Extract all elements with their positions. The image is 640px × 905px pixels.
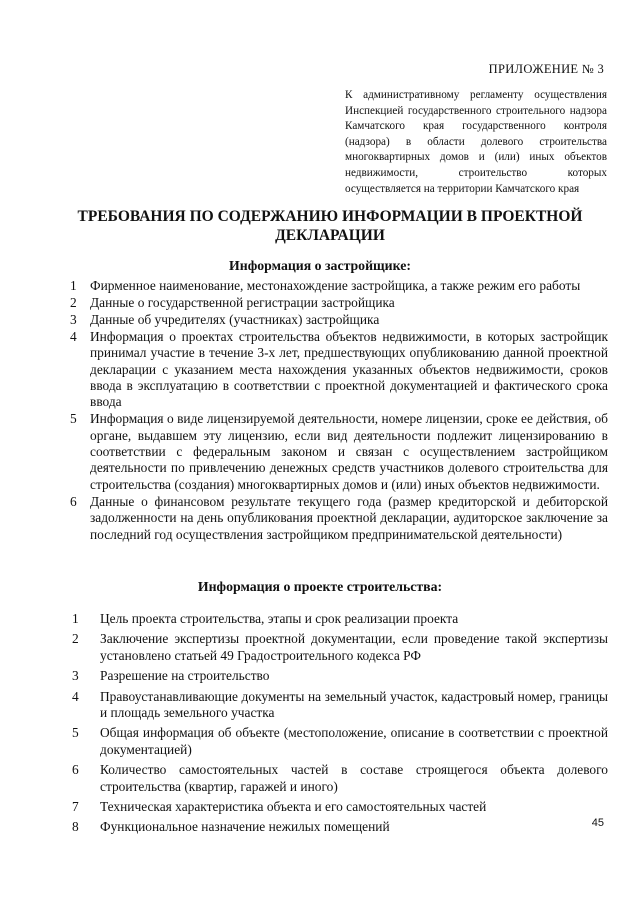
project-requirements-list [70,611,608,840]
item-number: 1 [70,278,77,293]
list-item [70,799,608,815]
item-text: Функциональное назначение нежилых помещений [100,819,390,835]
item-text: Общая информация об объекте (местоположение, описание в соответствии с проектной документацией) [100,725,608,757]
item-number: 3 [72,668,79,684]
list-item [70,668,608,684]
item-text: Данные о государственной регистрации застройщика [90,294,395,310]
item-number: 7 [72,799,79,815]
item-text: Данные об учредителях (участниках) застройщика [90,311,380,327]
item-number: 5 [72,725,79,741]
developer-section-heading: Информация о застройщике: [229,258,411,273]
list-item [70,725,608,758]
item-number: 8 [72,819,79,835]
item-number: 2 [72,631,79,647]
developer-requirements-list [70,278,608,544]
list-item [70,295,608,311]
item-text: Правоустанавливающие документы на земельный участок, кадастровый номер, границы и площадь земельного участка [100,688,608,721]
list-item [70,689,608,722]
list-item [70,278,608,294]
document-title: ТРЕБОВАНИЯ ПО СОДЕРЖАНИЮ ИНФОРМАЦИИ В ПРОЕКТНОЙ ДЕКЛАРАЦИИ [77,208,583,244]
item-text: Фирменное наименование, местонахождение застройщика, а также режим его работы [90,278,581,293]
list-item [70,631,608,664]
list-item [70,762,608,795]
item-text: Разрешение на строительство [100,668,270,684]
appendix-label: ПРИЛОЖЕНИЕ № 3 [488,62,604,76]
item-number: 1 [72,611,79,626]
item-text: Количество самостоятельных частей в составе строящегося объекта долевого строительства (квартир, гаражей и иного) [100,762,608,794]
item-text: Заключение экспертизы проектной документации, если проведение такой экспертизы установлено статьей 49 Градостроительного кодекса РФ [100,631,608,663]
item-text: Информация о виде лицензируемой деятельности, номере лицензии, сроке ее действия, об органе, выдавшем эту лицензию, если вид деятельности подлежит лицензированию в соответствии с федеральным законом и связан с осуществлением застройщиком деятельности по привлечению денежных средств участников долевого строительства для строительства (создания) многоквартирных домов и (или) иных объектов недвижимости. [90,411,608,492]
item-number: 4 [70,328,77,344]
list-item [70,411,608,493]
list-item [70,819,608,835]
item-text: Цель проекта строительства, этапы и срок реализации проекта [100,611,459,626]
list-item [70,329,608,411]
item-number: 4 [72,688,79,704]
item-number: 5 [70,411,77,427]
item-number: 6 [70,493,77,509]
item-number: 2 [70,294,77,310]
approval-reference: К административному регламенту осуществления Инспекцией государственного строительного надзора Камчатского края государственного контроля (надзора) в области долевого строительства многоквартирных домов и (или) иных объектов недвижимости, строительство которых осуществляется на территории Камчатского края [345,89,607,195]
item-text: Информация о проектах строительства объектов недвижимости, в которых застройщик принимал участие в течение 3-х лет, предшествующих опубликованию данной проектной декларации с указанием места нахождения указанных объектов недвижимости, сроков ввода в эксплуатацию в соответствии с проектной документацией и фактического срока ввода [90,328,608,410]
page-number: 45 [591,817,604,829]
list-item [70,611,608,627]
item-text: Техническая характеристика объекта и его самостоятельных частей [100,799,487,815]
item-text: Данные о финансовом результате текущего года (размер кредиторской и дебиторской задолженности на день опубликования проектной декларации, аудиторское заключение за последний год осуществления застройщиком предпринимательской деятельности) [90,493,608,542]
list-item [70,312,608,328]
item-number: 3 [70,311,77,327]
list-item [70,494,608,543]
project-section-heading: Информация о проекте строительства: [197,579,443,594]
item-number: 6 [72,762,79,778]
